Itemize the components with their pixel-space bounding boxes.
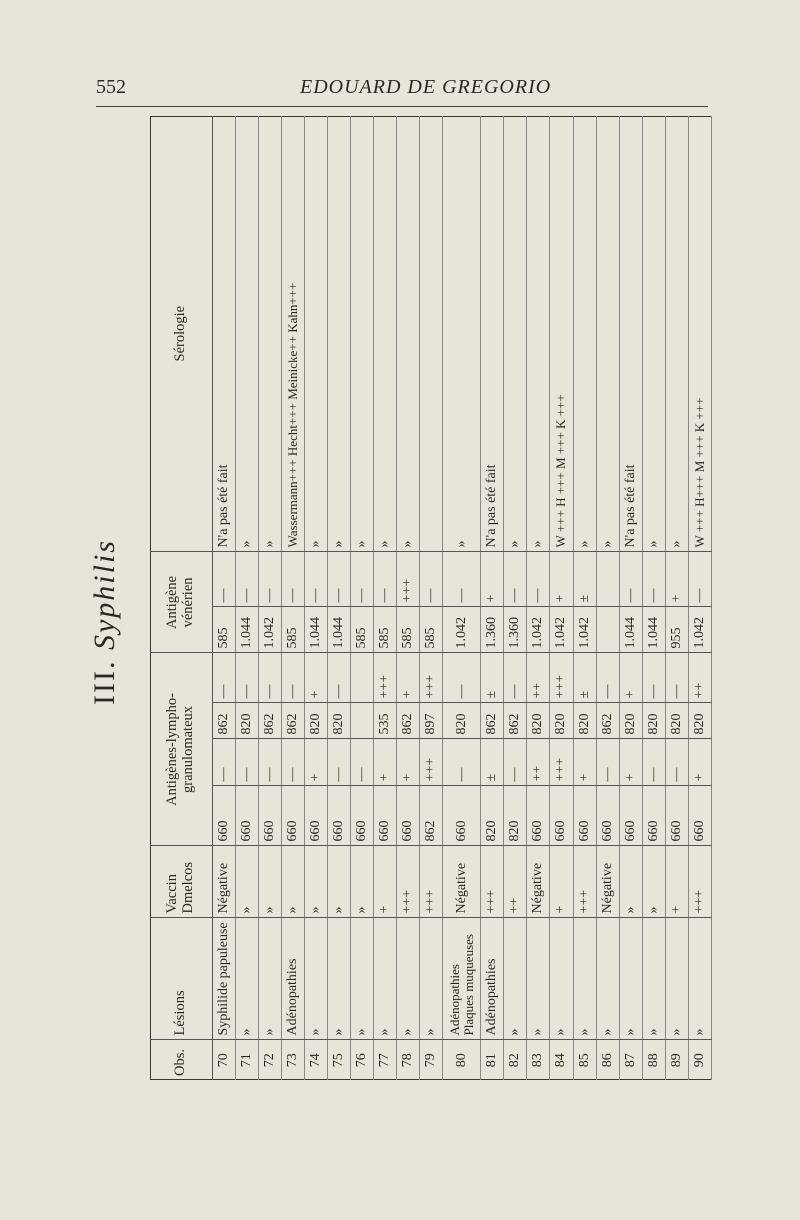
lympho2-dose-cell: 862 [596,703,619,739]
lympho1-dose-cell: 660 [596,786,619,846]
venerien-dose-cell: 585 [281,607,304,653]
venerien-dose-cell: 1.360 [504,607,527,653]
serologie-cell: » [258,116,281,552]
lympho2-dose-cell: 820 [619,703,642,739]
venerien-result-cell: + [665,552,688,607]
serologie-cell: » [596,116,619,552]
lympho2-result-cell: — [235,653,258,703]
lympho1-dose-cell: 820 [481,786,504,846]
lympho1-dose-cell: 660 [619,786,642,846]
venerien-result-cell: — [304,552,327,607]
lympho1-dose-cell: 820 [504,786,527,846]
venerien-dose-cell: 1.044 [327,607,350,653]
lympho2-result-cell: +++ [550,653,573,703]
venerien-dose-cell: 955 [665,607,688,653]
obs-number-cell: 88 [645,1053,661,1068]
lympho1-result-cell: — [350,739,373,786]
obs-number-cell: 72 [261,1053,277,1068]
lympho1-result-cell: ++ [527,739,550,786]
venerien-dose-cell: 1.044 [304,607,327,653]
lesion-cell: » [573,918,596,1040]
table-row [235,116,258,1080]
lympho1-dose-cell: 660 [350,786,373,846]
serologie-cell: N'a pas été fait [619,116,642,552]
serologie-cell: N'a pas été fait [212,116,235,552]
lympho2-dose-cell: 862 [396,703,419,739]
lympho1-result-cell: — [258,739,281,786]
obs-number-cell: 75 [330,1053,346,1068]
lesion-cell: » [642,918,665,1040]
serologie-cell: W +++ H+++ M +++ K +++ [688,116,711,552]
syphilis-table [150,116,712,1080]
table-row [481,116,504,1080]
vaccin-cell: Négative [527,846,550,918]
lympho1-result-cell: + [573,739,596,786]
venerien-dose-cell: 1.044 [642,607,665,653]
lympho1-dose-cell: 660 [442,786,480,846]
section-numeral: III. [88,659,121,705]
vaccin-cell: ++ [504,846,527,918]
lympho1-result-cell: — [442,739,480,786]
lympho1-result-cell: + [396,739,419,786]
lympho1-result-cell: — [212,739,235,786]
table-row [327,116,350,1080]
lesion-cell: » [373,918,396,1040]
table-row [504,116,527,1080]
serologie-cell: » [304,116,327,552]
venerien-dose-cell [596,607,619,653]
obs-number-cell: 85 [576,1053,592,1068]
lympho2-result-cell: ± [573,653,596,703]
venerien-result-cell: — [373,552,396,607]
venerien-dose-cell: 585 [350,607,373,653]
venerien-result-cell: — [442,552,480,607]
venerien-dose-cell: 1.042 [688,607,711,653]
venerien-dose-cell: 1.042 [573,607,596,653]
vaccin-cell: » [619,846,642,918]
lympho2-result-cell: — [442,653,480,703]
lympho2-result-cell: ++ [688,653,711,703]
lesion-cell: » [619,918,642,1040]
vaccin-cell: » [327,846,350,918]
vaccin-cell: » [304,846,327,918]
vaccin-cell: Négative [596,846,619,918]
vaccin-cell: + [665,846,688,918]
obs-number-cell: 86 [599,1053,615,1068]
table-row [281,116,304,1080]
lesion-cell: Syphilide papuleuse [212,918,235,1040]
table-row [396,116,419,1080]
serologie-cell: » [235,116,258,552]
lympho2-dose-cell [350,703,373,739]
lympho1-dose-cell: 660 [396,786,419,846]
page-number: 552 [96,76,126,98]
table-row [419,116,442,1080]
table-row [665,116,688,1080]
lesion-cell: » [235,918,258,1040]
venerien-dose-cell: 1.042 [527,607,550,653]
lympho1-result-cell: — [327,739,350,786]
lympho2-result-cell: — [212,653,235,703]
venerien-result-cell: — [212,552,235,607]
vaccin-cell: + [373,846,396,918]
vaccin-cell: +++ [419,846,442,918]
obs-number-cell: 84 [553,1053,569,1068]
col-header-venerien: Antigène vénérien [150,552,212,653]
lympho2-dose-cell: 820 [550,703,573,739]
lesion-cell: » [596,918,619,1040]
table-row [442,116,480,1080]
lympho2-result-cell [350,653,373,703]
lesion-cell: » [327,918,350,1040]
lesion-cell: Adénopathies Plaques muqueuses [442,918,480,1040]
lesion-cell: » [419,918,442,1040]
table-row [688,116,711,1080]
table-row [350,116,373,1080]
serologie-cell: Wassermann+++ Hecht+++ Meinicke++ Kahn+++ [281,116,304,552]
lympho2-result-cell: + [304,653,327,703]
vaccin-cell: » [350,846,373,918]
lympho1-dose-cell: 660 [212,786,235,846]
lympho2-dose-cell: 535 [373,703,396,739]
lympho2-dose-cell: 820 [665,703,688,739]
lympho1-dose-cell: 862 [419,786,442,846]
venerien-dose-cell: 1.042 [550,607,573,653]
venerien-dose-cell: 1.042 [442,607,480,653]
lympho1-dose-cell: 660 [327,786,350,846]
lympho1-result-cell: — [665,739,688,786]
serologie-cell: N'a pas été fait [481,116,504,552]
lympho1-result-cell: — [235,739,258,786]
lesion-cell: Adénopathies [481,918,504,1040]
lympho2-dose-cell: 862 [281,703,304,739]
obs-number-cell: 80 [453,1053,469,1068]
serologie-cell: » [504,116,527,552]
lympho1-result-cell: + [304,739,327,786]
vaccin-cell: + [550,846,573,918]
lympho2-dose-cell: 820 [442,703,480,739]
lympho1-result-cell: +++ [419,739,442,786]
lesion-cell: Adénopathies [281,918,304,1040]
serologie-cell: W +++ H +++ M +++ K +++ [550,116,573,552]
venerien-result-cell [596,552,619,607]
lesion-cell: » [527,918,550,1040]
running-head: EDOUARD DE GREGORIO [300,76,552,98]
col-header-vaccin: Vaccin Dmelcos [150,846,212,918]
vaccin-cell: +++ [688,846,711,918]
lympho2-result-cell: +++ [419,653,442,703]
obs-number-cell: 76 [353,1053,369,1068]
venerien-result-cell: — [327,552,350,607]
lympho1-dose-cell: 660 [665,786,688,846]
col-header-obs: Obs. [150,1040,212,1080]
obs-number-cell: 87 [622,1053,638,1068]
obs-number-cell: 74 [307,1053,323,1068]
lympho2-result-cell: — [665,653,688,703]
vaccin-cell: +++ [396,846,419,918]
lesion-cell: » [665,918,688,1040]
lympho1-dose-cell: 660 [573,786,596,846]
lesion-cell: » [504,918,527,1040]
obs-number-cell: 71 [238,1053,254,1068]
vaccin-cell: » [642,846,665,918]
venerien-dose-cell: 585 [373,607,396,653]
venerien-dose-cell: 585 [396,607,419,653]
obs-number-cell: 73 [284,1053,300,1068]
venerien-dose-cell: 1.044 [619,607,642,653]
lympho2-dose-cell: 820 [527,703,550,739]
serologie-cell: » [327,116,350,552]
serologie-cell: » [527,116,550,552]
lesion-cell: » [688,918,711,1040]
lympho1-dose-cell: 660 [281,786,304,846]
obs-number-cell: 83 [530,1053,546,1068]
table-row [550,116,573,1080]
venerien-result-cell: — [642,552,665,607]
table-row [373,116,396,1080]
table-row [573,116,596,1080]
venerien-result-cell: — [235,552,258,607]
serologie-cell [419,116,442,552]
lympho1-dose-cell: 660 [642,786,665,846]
col-header-serologie: Sérologie [150,116,212,552]
obs-number-cell: 82 [507,1053,523,1068]
venerien-result-cell: — [619,552,642,607]
table-row [642,116,665,1080]
venerien-result-cell: — [688,552,711,607]
venerien-dose-cell: 585 [419,607,442,653]
serologie-cell: » [573,116,596,552]
section-title-text: Syphilis [88,539,121,651]
lesion-cell: » [304,918,327,1040]
obs-number-cell: 90 [691,1053,707,1068]
serologie-cell: » [396,116,419,552]
lympho1-dose-cell: 660 [258,786,281,846]
lympho2-dose-cell: 820 [642,703,665,739]
lympho1-dose-cell: 660 [527,786,550,846]
vaccin-cell: » [235,846,258,918]
lympho1-dose-cell: 660 [550,786,573,846]
venerien-result-cell: — [504,552,527,607]
vaccin-cell: Négative [212,846,235,918]
serologie-cell: » [350,116,373,552]
lympho2-result-cell: ++ [527,653,550,703]
lympho1-dose-cell: 660 [688,786,711,846]
venerien-dose-cell: 1.042 [258,607,281,653]
lympho2-dose-cell: 820 [304,703,327,739]
lesion-cell: » [396,918,419,1040]
col-header-lesions: Lésions [150,918,212,1040]
venerien-dose-cell: 585 [212,607,235,653]
venerien-result-cell: ± [573,552,596,607]
lympho2-result-cell: + [619,653,642,703]
obs-number-cell: 78 [399,1053,415,1068]
lympho2-dose-cell: 862 [504,703,527,739]
vaccin-cell: +++ [573,846,596,918]
lympho2-result-cell: — [596,653,619,703]
lympho2-result-cell: — [642,653,665,703]
lympho1-result-cell: — [642,739,665,786]
obs-number-cell: 81 [484,1053,500,1068]
lympho1-dose-cell: 660 [373,786,396,846]
lympho2-result-cell: + [396,653,419,703]
table-row [304,116,327,1080]
lympho2-dose-cell: 862 [481,703,504,739]
table-row [527,116,550,1080]
vaccin-cell: Négative [442,846,480,918]
table-body [212,116,712,1080]
venerien-result-cell: — [527,552,550,607]
lesion-cell: » [550,918,573,1040]
lympho2-dose-cell: 862 [258,703,281,739]
venerien-result-cell: +++ [396,552,419,607]
serologie-cell: » [373,116,396,552]
lympho1-result-cell: + [688,739,711,786]
lympho1-result-cell: + [373,739,396,786]
lympho1-result-cell: +++ [550,739,573,786]
lympho1-result-cell: — [596,739,619,786]
obs-number-cell: 89 [668,1053,684,1068]
lympho2-dose-cell: 897 [419,703,442,739]
vaccin-cell: » [281,846,304,918]
serologie-cell: » [442,116,480,552]
venerien-result-cell: — [419,552,442,607]
table-row [212,116,235,1080]
lympho2-result-cell: — [281,653,304,703]
venerien-result-cell: — [350,552,373,607]
lympho2-dose-cell: 820 [573,703,596,739]
venerien-result-cell: — [258,552,281,607]
table-row [596,116,619,1080]
lympho1-result-cell: — [281,739,304,786]
venerien-result-cell: — [281,552,304,607]
lympho2-dose-cell: 820 [235,703,258,739]
serologie-cell: » [665,116,688,552]
vaccin-cell: +++ [481,846,504,918]
lympho2-result-cell: +++ [373,653,396,703]
lympho2-result-cell: ± [481,653,504,703]
table-row [258,116,281,1080]
lympho1-result-cell: — [504,739,527,786]
obs-number-cell: 79 [422,1053,438,1068]
venerien-dose-cell: 1.044 [235,607,258,653]
lympho1-result-cell: ± [481,739,504,786]
lympho1-result-cell: + [619,739,642,786]
obs-number-cell: 77 [376,1053,392,1068]
vaccin-cell: » [258,846,281,918]
lympho2-result-cell: — [327,653,350,703]
lympho2-dose-cell: 862 [212,703,235,739]
rotated-table-wrapper [150,116,712,1080]
lympho2-result-cell: — [258,653,281,703]
venerien-result-cell: + [550,552,573,607]
table-row [619,116,642,1080]
header-rule [96,106,708,107]
lympho2-dose-cell: 820 [327,703,350,739]
obs-number-cell: 70 [215,1053,231,1068]
col-header-lympho: Antigènes-lympho-granulomateux [150,653,212,846]
venerien-result-cell: + [481,552,504,607]
lympho2-result-cell: — [504,653,527,703]
lesion-cell: » [258,918,281,1040]
lympho1-dose-cell: 660 [235,786,258,846]
lympho2-dose-cell: 820 [688,703,711,739]
lesion-cell: » [350,918,373,1040]
venerien-dose-cell: 1.360 [481,607,504,653]
lympho1-dose-cell: 660 [304,786,327,846]
serologie-cell: » [642,116,665,552]
